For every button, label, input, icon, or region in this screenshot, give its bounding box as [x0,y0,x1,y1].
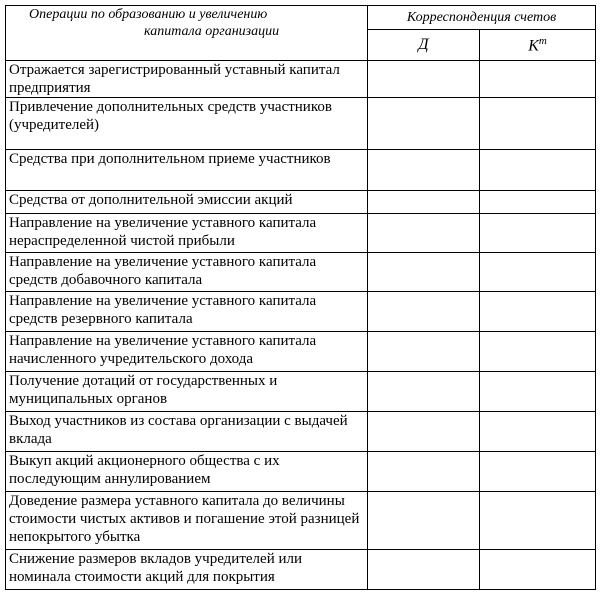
credit-cell[interactable] [480,492,596,550]
operations-header [6,6,368,61]
operation-text: Средства от дополнительной эмиссии акций [9,192,293,208]
operation-text: Доведение размера уставного капитала до величины стоимости чистых активов и погашение этой разницей непокрытого убытка [9,493,360,545]
operation-cell [6,253,368,292]
operation-cell [6,98,368,150]
operation-cell [6,550,368,590]
debit-cell[interactable] [368,191,480,214]
operation-cell [6,150,368,191]
table-row [6,292,596,332]
credit-cell[interactable] [480,332,596,372]
operation-text: Выход участников из состава организации с выдачей вклада [9,413,348,447]
credit-cell[interactable] [480,214,596,253]
table-row [6,452,596,492]
operation-cell [6,214,368,253]
table-row [6,253,596,292]
operation-text: Направление на увеличение уставного капитала нераспределенной чистой прибыли [9,215,317,249]
table-row [6,98,596,150]
table-row [6,332,596,372]
operation-text: Привлечение дополнительных средств участников (учредителей) [9,99,332,133]
operation-cell [6,61,368,98]
operation-cell [6,372,368,412]
debit-cell[interactable] [368,150,480,191]
credit-cell[interactable] [480,412,596,452]
credit-header [480,30,596,61]
operations-body [6,61,596,590]
operation-cell [6,492,368,550]
credit-cell[interactable] [480,150,596,191]
credit-header-base: К [528,37,539,55]
table-row [6,150,596,191]
correspondence-header: Корреспонденция счетов [368,6,596,30]
credit-header-sup: т [538,34,547,47]
table-row [6,214,596,253]
operations-header-line1: Операции по образованию и увеличению [29,7,268,22]
credit-cell[interactable] [480,550,596,590]
credit-cell[interactable] [480,372,596,412]
debit-cell[interactable] [368,253,480,292]
operation-text: Направление на увеличение уставного капитала начисленного учредительского дохода [9,333,317,367]
debit-cell[interactable] [368,412,480,452]
operation-text: Выкуп акций акционерного общества с их последующим аннулированием [9,453,280,487]
operations-header-line2: капитала организации [144,24,280,39]
table-row [6,372,596,412]
debit-cell[interactable] [368,372,480,412]
table-row [6,61,596,98]
operation-text: Направление на увеличение уставного капитала средств резервного капитала [9,293,317,327]
credit-cell[interactable] [480,253,596,292]
debit-header: Д [368,30,480,61]
debit-cell[interactable] [368,452,480,492]
debit-cell[interactable] [368,61,480,98]
credit-cell[interactable] [480,61,596,98]
table-row [6,191,596,214]
operation-text: Направление на увеличение уставного капитала средств добавочного капитала [9,254,317,288]
credit-cell[interactable] [480,191,596,214]
operation-cell [6,332,368,372]
operation-text: Средства при дополнительном приеме участников [9,151,331,167]
credit-cell[interactable] [480,452,596,492]
debit-cell[interactable] [368,492,480,550]
operation-cell [6,452,368,492]
operation-cell [6,292,368,332]
table-row [6,550,596,590]
operations-table [5,5,596,590]
operation-text: Получение дотаций от государственных и муниципальных органов [9,373,278,407]
credit-cell[interactable] [480,98,596,150]
table-row [6,492,596,550]
debit-cell[interactable] [368,214,480,253]
debit-cell[interactable] [368,332,480,372]
debit-cell[interactable] [368,550,480,590]
operation-text: Снижение размеров вкладов учредителей или номинала стоимости акций для покрытия [9,551,303,585]
operation-cell [6,191,368,214]
operation-text: Отражается зарегистрированный уставный капитал предприятия [9,62,340,96]
debit-cell[interactable] [368,98,480,150]
credit-cell[interactable] [480,292,596,332]
debit-cell[interactable] [368,292,480,332]
operation-cell [6,412,368,452]
table-row [6,412,596,452]
